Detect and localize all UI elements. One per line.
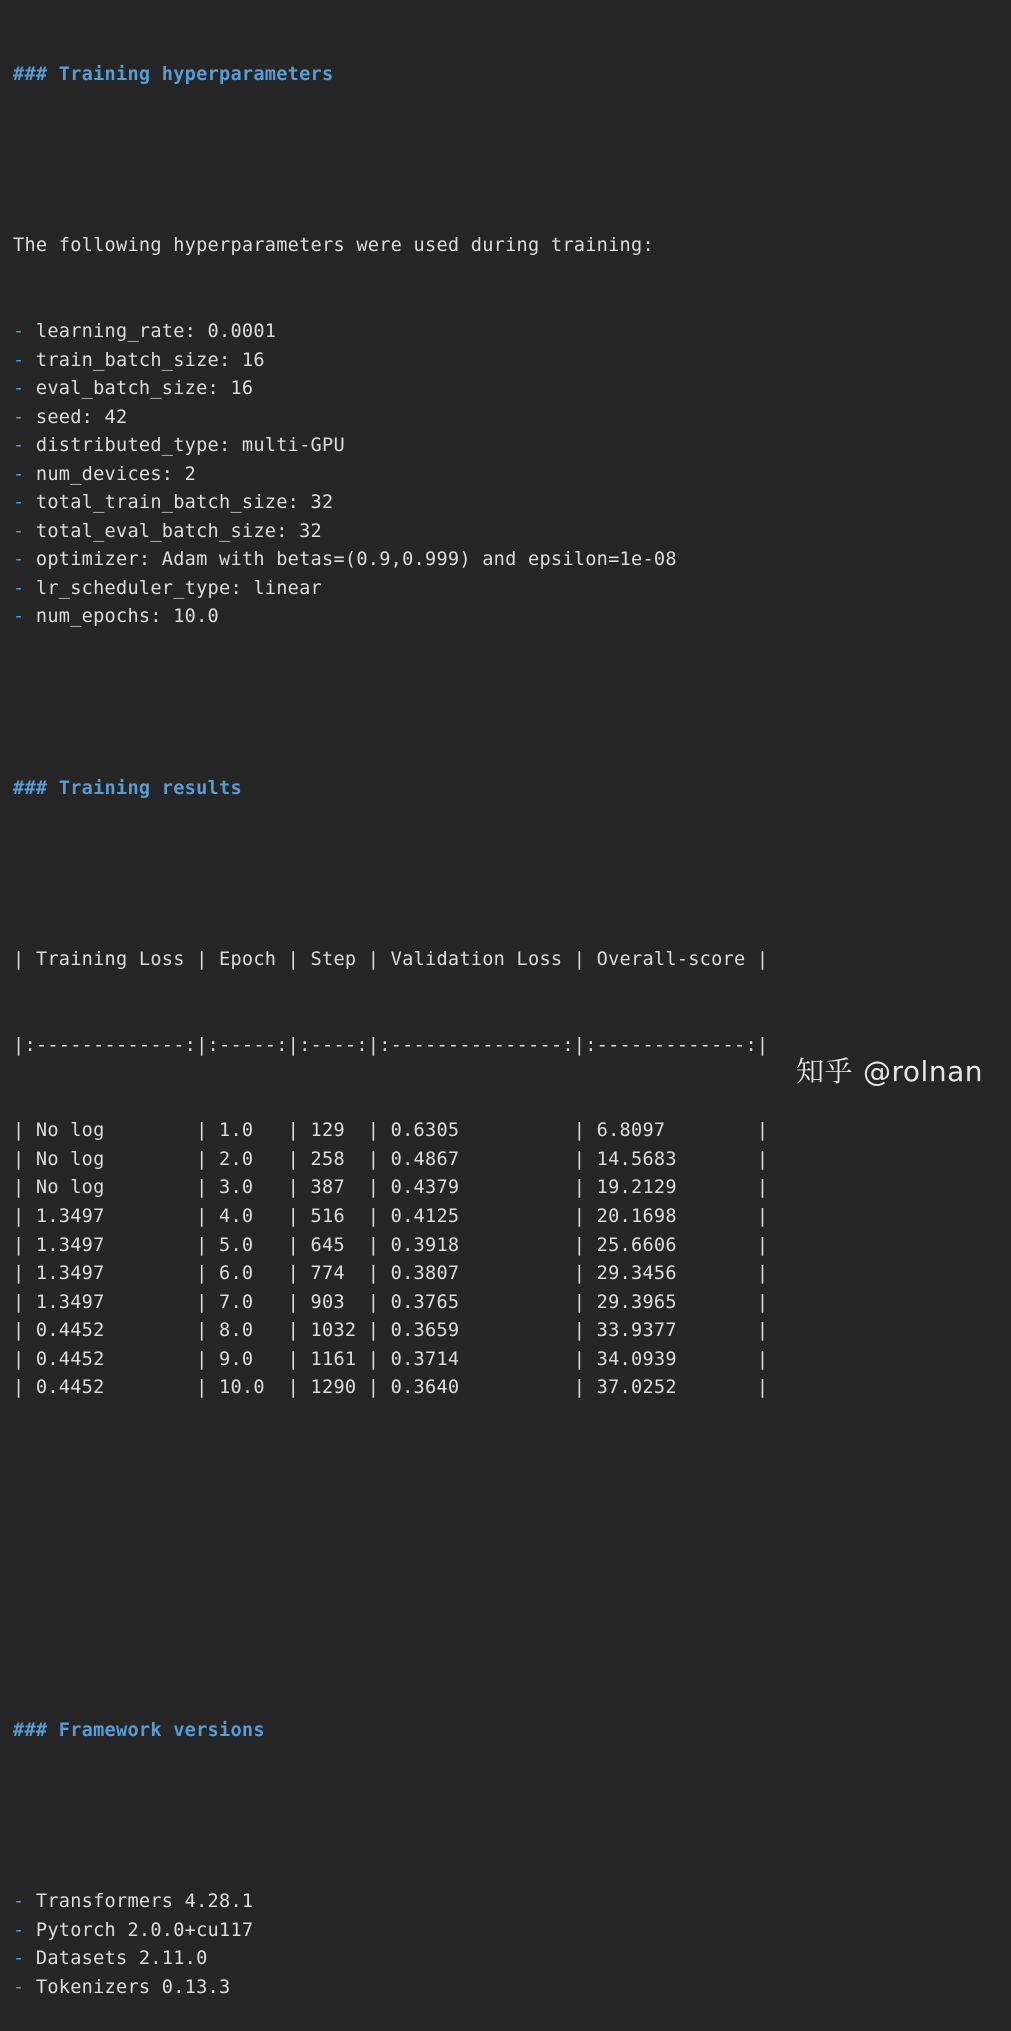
hyperparam-item-text: learning_rate: 0.0001 <box>35 321 277 343</box>
list-bullet: - <box>13 435 36 457</box>
framework-item <box>13 1974 768 2003</box>
table-row: | 1.3497 | 6.0 | 774 | 0.3807 | 29.3456 | <box>13 1263 769 1285</box>
framework-list <box>13 1888 768 2002</box>
hyperparam-item <box>13 461 768 490</box>
watermark-platform: 知乎 <box>796 1055 854 1088</box>
table-row: | 1.3497 | 5.0 | 645 | 0.3918 | 25.6606 | <box>13 1234 769 1256</box>
framework-item-text: Datasets 2.11.0 <box>35 1948 208 1970</box>
blank-line <box>13 1460 768 1489</box>
table-row: | No log | 2.0 | 258 | 0.4867 | 14.5683 | <box>13 1148 769 1170</box>
list-bullet: - <box>13 1948 36 1970</box>
table-row: | 1.3497 | 4.0 | 516 | 0.4125 | 20.1698 | <box>13 1205 769 1227</box>
blank-line <box>13 147 768 176</box>
blank-line <box>13 1802 768 1831</box>
framework-item-text: Tokenizers 0.13.3 <box>35 1976 231 1998</box>
framework-heading: ### Framework versions <box>13 1719 265 1741</box>
results-heading: ### Training results <box>13 777 242 799</box>
list-bullet: - <box>13 349 36 371</box>
framework-item-text: Transformers 4.28.1 <box>35 1891 254 1913</box>
hyperparam-item-text: distributed_type: multi-GPU <box>35 435 345 457</box>
hyperparam-item-text: seed: 42 <box>35 406 128 428</box>
blank-line <box>13 1631 768 1660</box>
hyperparam-item <box>13 347 768 376</box>
blank-line <box>13 860 768 889</box>
table-row: | 0.4452 | 9.0 | 1161 | 0.3714 | 34.0939 | <box>13 1348 769 1370</box>
list-bullet: - <box>13 520 36 542</box>
hyperparam-item-text: eval_batch_size: 16 <box>35 378 254 400</box>
list-bullet: - <box>13 378 36 400</box>
hyperparams-list <box>13 318 768 632</box>
hyperparam-item-text: optimizer: Adam with betas=(0.9,0.999) and epsilon=1e-08 <box>35 549 677 571</box>
list-bullet: - <box>13 492 36 514</box>
list-bullet: - <box>13 549 36 571</box>
hyperparam-item <box>13 404 768 433</box>
table-row: | No log | 3.0 | 387 | 0.4379 | 19.2129 | <box>13 1177 769 1199</box>
results-table-separator: |:-------------:|:-----:|:----:|:---------------:|:-------------:| <box>13 1034 769 1056</box>
hyperparam-item-text: lr_scheduler_type: linear <box>35 577 323 599</box>
hyperparam-item <box>13 603 768 632</box>
hyperparam-item <box>13 518 768 547</box>
list-bullet: - <box>13 406 36 428</box>
hyperparam-item-text: train_batch_size: 16 <box>35 349 265 371</box>
framework-item <box>13 1917 768 1946</box>
hyperparam-item <box>13 318 768 347</box>
hyperparam-item-text: num_epochs: 10.0 <box>35 606 220 628</box>
results-table-header: | Training Loss | Epoch | Step | Validation Loss | Overall-score | <box>13 949 769 971</box>
hyperparam-item-text: num_devices: 2 <box>35 463 197 485</box>
framework-item-text: Pytorch 2.0.0+cu117 <box>35 1919 254 1941</box>
table-row: | 1.3497 | 7.0 | 903 | 0.3765 | 29.3965 | <box>13 1291 769 1313</box>
list-bullet: - <box>13 577 36 599</box>
hyperparams-heading: ### Training hyperparameters <box>13 64 334 86</box>
list-bullet: - <box>13 463 36 485</box>
hyperparam-item <box>13 489 768 518</box>
watermark-author: @rolnan <box>863 1055 983 1088</box>
hyperparam-item <box>13 575 768 604</box>
list-bullet: - <box>13 606 36 628</box>
table-row: | 0.4452 | 10.0 | 1290 | 0.3640 | 37.0252 | <box>13 1377 769 1399</box>
table-row: | 0.4452 | 8.0 | 1032 | 0.3659 | 33.9377 | <box>13 1320 769 1342</box>
table-row: | No log | 1.0 | 129 | 0.6305 | 6.8097 | <box>13 1120 769 1142</box>
framework-item <box>13 1945 768 1974</box>
blank-line <box>13 689 768 718</box>
list-bullet: - <box>13 1919 36 1941</box>
blank-line <box>13 1546 768 1575</box>
hyperparams-intro: The following hyperparameters were used during training: <box>13 235 654 257</box>
hyperparam-item <box>13 546 768 575</box>
hyperparam-item <box>13 432 768 461</box>
list-bullet: - <box>13 321 36 343</box>
watermark <box>796 1050 983 1090</box>
hyperparam-item-text: total_train_batch_size: 32 <box>35 492 334 514</box>
results-table-body <box>13 1117 768 1402</box>
framework-item <box>13 1888 768 1917</box>
hyperparam-item <box>13 375 768 404</box>
hyperparam-item-text: total_eval_batch_size: 32 <box>35 520 323 542</box>
markdown-editor[interactable] <box>13 4 768 2031</box>
list-bullet: - <box>13 1976 36 1998</box>
list-bullet: - <box>13 1891 36 1913</box>
